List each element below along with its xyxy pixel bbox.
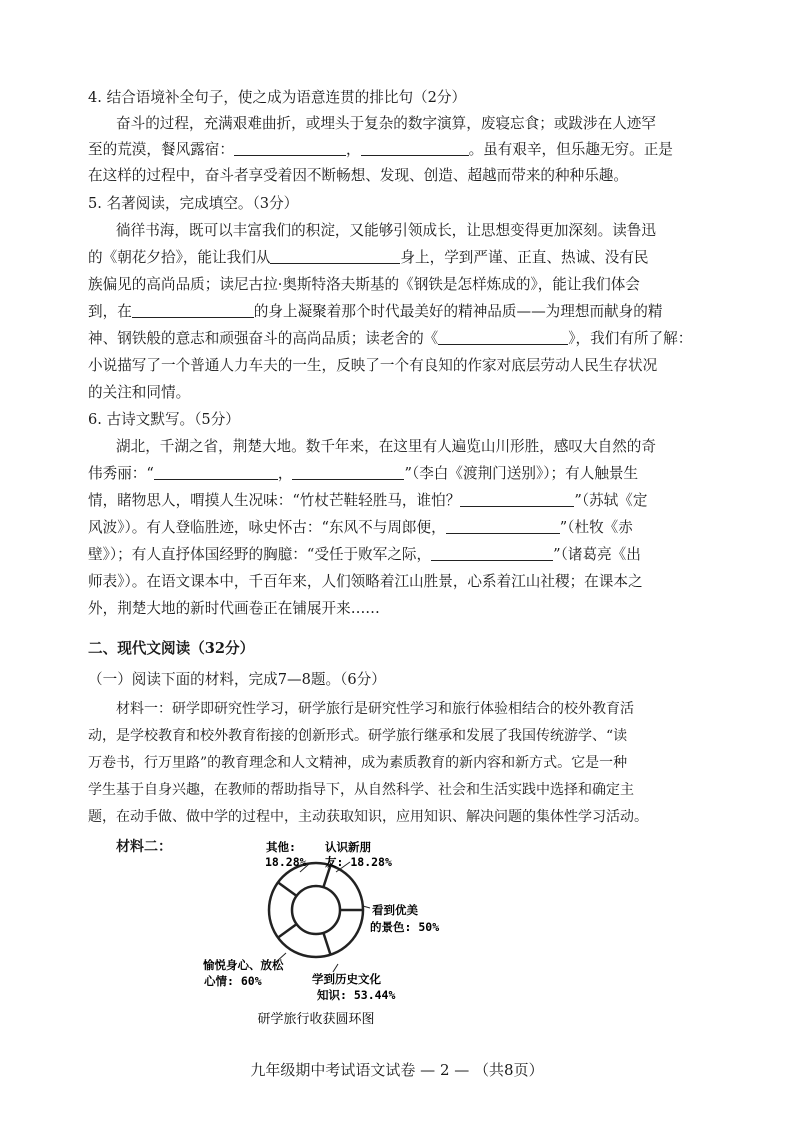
chart-title: 研学旅行收获圆环图: [257, 1012, 375, 1027]
q4-line: 奋斗的过程，充满艰难曲折，或埋头于复杂的数字演算，废寝忘食；或跋涉在人迹罕: [116, 115, 656, 132]
section-title: 二、现代文阅读（32分）: [88, 640, 255, 657]
material-line: 材料一：研学即研究性学习，研学旅行是研究性学习和旅行体验相结合的校外教育活: [116, 701, 634, 717]
q4-text: 至的荒漠，餐风露宿：: [88, 141, 234, 158]
subsection-title: （一）阅读下面的材料，完成7—8题。（6分）: [88, 671, 386, 688]
q6-text: ”（杜牧《赤: [559, 519, 633, 536]
label-history-value: 知识: 53.44%: [317, 988, 396, 1002]
q6-text: ”（诸葛亮《出: [553, 546, 641, 563]
q6-line: 外，荆楚大地的新时代画卷正在铺展开来……: [88, 600, 380, 617]
material-line: 万卷书，行万里路”的教育理念和人文精神，成为素质教育的新内容和新方式。它是一种: [88, 755, 628, 771]
q4-line: 在这样的过程中，奋斗者享受着因不断畅想、发现、创造、超越而带来的种种乐趣。: [88, 167, 628, 184]
q5-line: 徜徉书海，既可以丰富我们的积淀，又能够引领成长，让思想变得更加深刻。读鲁迅: [116, 222, 656, 239]
q5-text: 身上，学到严谨、正直、热诚、没有民: [400, 249, 649, 266]
q6-line: 湖北，千湖之省，荆楚大地。数千年来，在这里有人遍览山川形胜，感叹大自然的奇: [116, 438, 656, 455]
q5-line: 族偏见的高尚品质；读尼古拉·奥斯特洛夫斯基的《钢铁是怎样炼成的》，能让我们体会: [88, 276, 640, 293]
label-friend-value: 友: 18.28%: [325, 855, 392, 869]
label-scenery-value: 的景色: 50%: [370, 920, 440, 934]
label-friend-name: 认识新朋: [325, 840, 371, 854]
q5-line: 的关注和同情。: [88, 384, 191, 401]
label-history-name: 学到历史文化: [312, 972, 381, 986]
q5-title: 5. 名著阅读，完成填空。（3分）: [88, 195, 299, 212]
material-line: 题，在动手做、做中学的过程中，主动获取知识，应用知识、解决问题的集体性学习活动。: [88, 809, 648, 825]
q6-title: 6. 古诗文默写。（5分）: [88, 411, 240, 428]
material-line: 学生基于自身兴趣，在教师的帮助指导下，从自然科学、社会和生活实践中选择和确定主: [88, 782, 634, 798]
q5-text: 》，我们有所了解：: [568, 330, 693, 347]
ring-segment-3: [323, 933, 330, 955]
label-relax-value: 心情: 60%: [204, 974, 262, 988]
ring-inner: [292, 886, 340, 934]
q4-text: ，: [345, 141, 361, 158]
q5-line: 小说描写了一个普通人力车夫的一生，反映了一个有良知的作家对底层劳动人民生存状况: [88, 357, 658, 374]
q6-text: 伟秀丽：“: [88, 465, 154, 482]
ring-segment-4: [278, 924, 297, 938]
label-scenery-name: 看到优美: [372, 903, 418, 917]
q4-text: 。虽有艰辛，但乐趣无穷。正是: [468, 141, 673, 158]
q6-line: 师表》）。在语文课本中，千百年来，人们领略着江山胜景，心系着江山社稷；在课本之: [88, 573, 643, 590]
q6-text: 风波》）。有人登临胜迹，咏史怀古：“东风不与周郎便，: [88, 519, 446, 536]
q6-text: ”（苏轼《定: [574, 492, 648, 509]
material-two-label: 材料二：: [116, 839, 172, 855]
page-footer: 九年级期中考试语文试卷 — 2 — （共8页）: [250, 1061, 544, 1079]
q6-text: ”（李白《渡荆门送别》）；有人触景生: [404, 465, 639, 482]
q5-text: 到，在: [88, 303, 132, 320]
leader-line: [333, 964, 338, 972]
material-line: 动，是学校教育和校外教育衔接的创新形式。研学旅行继承和发展了我国传统游学、“读: [88, 728, 628, 744]
q5-text: 神、钢铁般的意志和顽强奋斗的高尚品质；读老舍的《: [88, 330, 439, 347]
q5-text: 的身上凝聚着那个时代最美好的精神品质——为理想而献身的精: [253, 303, 663, 320]
q6-text: 情，睹物思人，喟摸人生况味：“竹杖芒鞋轻胜马，谁怕？: [88, 492, 461, 509]
label-other-value: 18.28%: [265, 855, 307, 869]
label-relax-name: 愉悦身心、放松: [203, 958, 284, 972]
ring-segment-5: [278, 882, 297, 896]
q5-text: 的《朝花夕拾》，能让我们从: [88, 249, 271, 266]
q4-title: 4. 结合语境补全句子，使之成为语意连贯的排比句（2分）: [88, 89, 467, 106]
q6-text: 壁》）；有人直抒体国经野的胸臆：“受任于败军之际，: [88, 546, 432, 563]
label-other-name: 其他:: [266, 840, 296, 854]
q6-text: ，: [277, 465, 293, 482]
